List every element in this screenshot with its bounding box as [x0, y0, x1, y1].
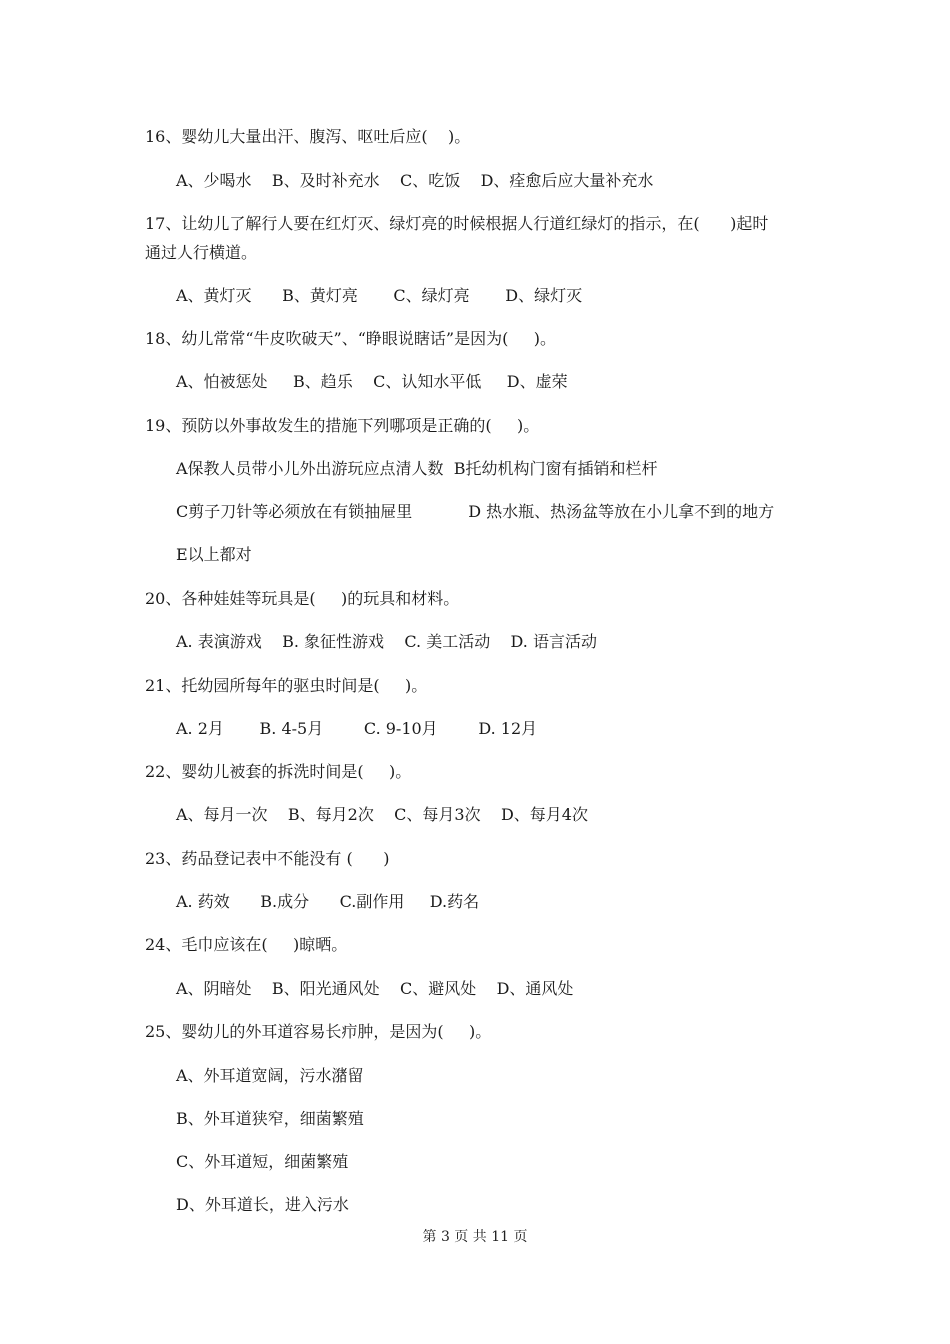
question-options: A、黄灯灭 B、黄灯亮 C、绿灯亮 D、绿灯灭	[176, 286, 583, 305]
question-stem: 17、让幼儿了解行人要在红灯灭、绿灯亮的时候根据人行道红绿灯的指示，在( )起时	[145, 214, 769, 233]
question-options: A. 药效 B.成分 C.副作用 D.药名	[176, 892, 480, 911]
question-stem: 21、托幼园所每年的驱虫时间是( )。	[145, 676, 428, 695]
question-option: C剪子刀针等必须放在有锁抽屉里 D 热水瓶、热汤盆等放在小儿拿不到的地方	[176, 502, 775, 521]
question-option: E以上都对	[176, 545, 252, 564]
question-options: A、阴暗处 B、阳光通风处 C、避风处 D、通风处	[176, 979, 574, 998]
question-stem: 18、幼儿常常“牛皮吹破天”、“睁眼说瞎话”是因为( )。	[145, 329, 556, 348]
question-option: B、外耳道狭窄，细菌繁殖	[176, 1109, 364, 1128]
question-option: A保教人员带小儿外出游玩应点清人数 B托幼机构门窗有插销和栏杆	[176, 459, 658, 478]
question-options: A. 2月 B. 4-5月 C. 9-10月 D. 12月	[176, 719, 538, 738]
question-option: C、外耳道短，细菌繁殖	[176, 1152, 349, 1171]
question-options: A. 表演游戏 B. 象征性游戏 C. 美工活动 D. 语言活动	[176, 632, 597, 651]
question-stem: 19、预防以外事故发生的措施下列哪项是正确的( )。	[145, 416, 540, 435]
question-stem: 24、毛巾应该在( )晾晒。	[145, 935, 348, 954]
question-option: A、外耳道宽阔，污水潴留	[176, 1066, 364, 1085]
question-stem: 23、药品登记表中不能没有 ( )	[145, 849, 390, 868]
question-options: A、少喝水 B、及时补充水 C、吃饭 D、痊愈后应大量补充水	[176, 171, 654, 190]
question-options: A、每月一次 B、每月2次 C、每月3次 D、每月4次	[176, 805, 588, 824]
question-option: D、外耳道长，进入污水	[176, 1195, 349, 1214]
question-stem: 20、各种娃娃等玩具是( )的玩具和材料。	[145, 589, 460, 608]
question-stem: 22、婴幼儿被套的拆洗时间是( )。	[145, 762, 412, 781]
question-stem: 25、婴幼儿的外耳道容易长疖肿，是因为( )。	[145, 1022, 492, 1041]
question-stem-continued: 通过人行横道。	[145, 243, 258, 262]
question-stem: 16、婴幼儿大量出汗、腹泻、呕吐后应( )。	[145, 127, 471, 146]
page-number: 第 3 页 共 11 页	[422, 1229, 528, 1245]
question-options: A、怕被惩处 B、趋乐 C、认知水平低 D、虚荣	[176, 372, 568, 391]
